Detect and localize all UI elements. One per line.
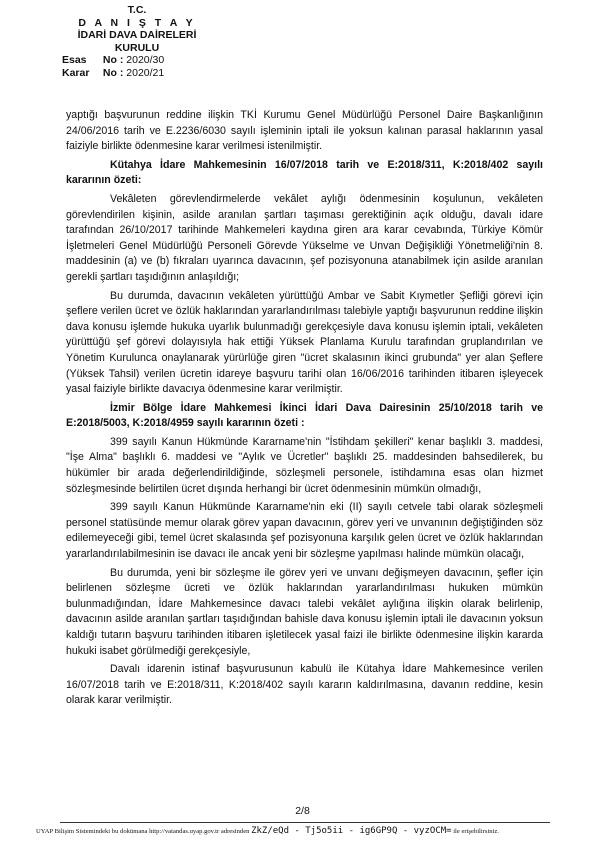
paragraph-kutahya-1: Vekâleten görevlendirmelerde vekâlet aylığı ödenmesinin koşulunun, vekâleten görevlendirilen kişinin, asilde aranılan şartları taşıması gerektiğinin açık olduğu, davalı idare tarafından 26/10/2017 tarihinde Mahkemeleri kaydına giren ara karar cevabında, Türkiye Kömür İşletmeleri Genel Müdürlüğü Personeli Görevde Yükselme ve Unvan Değişikliği Yönetmeliği'nin 8. maddesinin (a) ve (b) fıkraları uyarınca davacının, şef pozisyonuna atanabilmek için asilde aranılan gerekli şartları taşıdığının anlaşıldığı; <box>66 192 543 283</box>
footer-divider <box>60 822 550 823</box>
paragraph-izmir-2: 399 sayılı Kanun Hükmünde Kararname'nin eki (II) sayılı cetvele tabi olarak sözleşmeli personel statüsünde memur olarak görev yapan davacının, görev yeri ve unvanının değiştiğinden söz edilemeyeceği gibi, temel ücret skalasında şef pozisyonuna karşılık gelen ücret ve özlük haklarından yararlandırılabilmesinin ise davacı ile ancak yeni bir sözleşme yapılması halinde mümkün olacağı, <box>66 501 543 561</box>
page-number: 2/8 <box>295 805 310 817</box>
header-board: KURULU <box>114 41 160 54</box>
esas-no-label: No : <box>102 54 124 66</box>
document-header <box>62 4 212 79</box>
header-court-name: D A N I Ş T A Y <box>78 16 196 29</box>
footer-suffix: ile erişebilirsiniz. <box>453 828 499 835</box>
karar-number: 2020/21 <box>126 66 165 79</box>
paragraph-request: yaptığı başvurunun reddine ilişkin TKİ Kurumu Genel Müdürlüğü Personel Daire Başkanlığının 24/06/2016 tarih ve E.2236/6030 sayılı işleminin iptali ile yoksun kalınan parasal haklarının yasal faiziyle birlikte ödenmesine karar verilmesi istenilmiştir. <box>66 109 543 153</box>
esas-number: 2020/30 <box>126 54 165 66</box>
paragraph-kutahya-2: Bu durumda, davacının vekâleten yürüttüğü Ambar ve Sabit Kıymetler Şefliği görevi için şeflere verilen ücret ve özlük haklarından yararlandırılması talebiyle yaptığı başvurunun reddine ilişkin dava konusu işlemde hukuka uyarlık bulunmadığı gerekçesiyle dava konusu işlemin iptali, vekâleten yürüttüğü şef görevi dolayısıyla hak ettiği Yüksek Planlama Kurulu tarafından gruplandırılan ve Yönetim Kurulunca onaylanarak yürürlüğe giren "ücret skalasının ikinci grubunda" yer alan Şeflere (Yüksek Tahsil) verilen ücretin idareye başvuru tarihi olan 16/06/2016 tarihinden itibaren işleyecek yasal faiziyle birlikte davacıya ödenmesine karar verilmiştir. <box>66 289 543 396</box>
heading-izmir-decision: İzmir Bölge İdare Mahkemesi İkinci İdari Dava Dairesinin 25/10/2018 tarih ve E:2018/5003, K:2018/4959 sayılı kararının özeti : <box>66 401 543 430</box>
footer-access-code: ZkZ/eQd - Tj5o5ii - ig6GP9Q - vyzOCM= <box>251 826 452 836</box>
paragraph-izmir-1: 399 sayılı Kanun Hükmünde Kararname'nin "İstihdam şekilleri" kenar başlıklı 3. maddesi, "İşe Alma" başlıklı 6. maddesi ve "Aylık ve Ücretler" başlıklı 25. maddesinden bahsedilerek, bu hükümler bir arada değerlendirildiğinde, sözleşmeli personele, istihdamına esas olan hizmet sözleşmesinde belirtilen ücret dışında herhangi bir ücret ödenmesinin mümkün olmadığı, <box>66 435 543 495</box>
paragraph-izmir-4: Davalı idarenin istinaf başvurusunun kabulü ile Kütahya İdare Mahkemesince verilen 16/07/2018 tarih ve E:2018/311, K:2018/402 sayılı kararın kaldırılmasına, davanın reddine, kesin olarak karar verilmiştir. <box>66 663 543 707</box>
karar-no-label: No : <box>102 66 124 79</box>
footer-prefix: UYAP Bilişim Sistemindeki bu dokümana http://vatandas.uyap.gov.tr adresinden <box>36 828 250 835</box>
heading-kutahya-decision: Kütahya İdare Mahkemesinin 16/07/2018 tarih ve E:2018/311, K:2018/402 sayılı kararının özeti: <box>66 158 543 187</box>
esas-row <box>62 54 212 67</box>
header-tc: T.C. <box>127 4 147 16</box>
footer <box>36 826 576 836</box>
paragraph-izmir-3: Bu durumda, yeni bir sözleşme ile görev yeri ve unvanı değişmeyen davacının, şefler için belirlenen sözleşme ücreti ve özlük haklarından yararlandırılması hukuken mümkün bulunmadığından, İdare Mahkemesince davacı talebi vekâlet aylığına ilişkin olarak belirlenip, davacının asilde aranılan şartları taşıdığından bahisle dava konusu işlemin iptali ile davacının yoksun kaldığı tutarın başvuru tarihinden itibaren işletilecek yasal faizi ile birlikte ödenmesine ilişkin kararda hukuki isabet görülmediği gerekçesiyle, <box>66 566 543 657</box>
karar-row <box>62 67 212 80</box>
header-chamber: İDARİ DAVA DAİRELERİ <box>77 29 197 41</box>
document-body <box>66 108 543 712</box>
esas-label: Esas <box>62 54 87 66</box>
karar-label: Karar <box>62 66 90 79</box>
